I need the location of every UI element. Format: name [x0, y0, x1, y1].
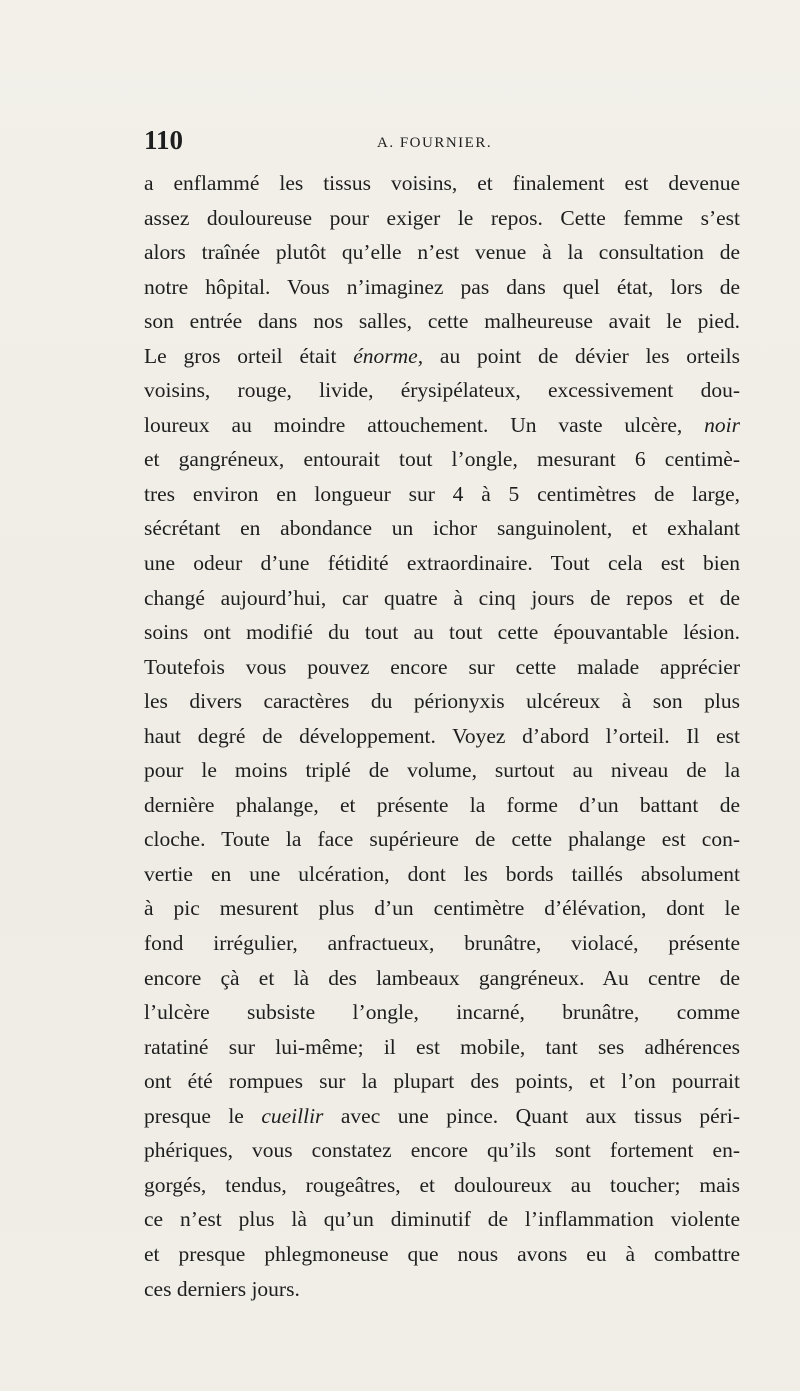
text-line: presque le cueillir avec une pince. Quant aux tissus péri-	[144, 1103, 740, 1128]
text-line: cloche. Toute la face supérieure de cette phalange est con-	[144, 827, 740, 852]
italic-word: noir	[704, 412, 740, 437]
text-line: ont été rompues sur la plupart des points, et l’on pourrait	[144, 1069, 740, 1094]
text-line: loureux au moindre attouchement. Un vaste ulcère, noir	[144, 412, 740, 437]
text-line: une odeur d’une fétidité extraordinaire. Tout cela est bien	[144, 551, 740, 576]
text-line: haut degré de développement. Voyez d’abord l’orteil. Il est	[144, 723, 740, 748]
text-line: vertie en une ulcération, dont les bords taillés absolument	[144, 861, 740, 886]
running-head: A. FOURNIER.	[377, 135, 493, 151]
text-line: son entrée dans nos salles, cette malheureuse avait le pied.	[144, 309, 740, 334]
text-line: l’ulcère subsiste l’ongle, incarné, brunâtre, comme	[144, 1000, 740, 1025]
body-paragraph	[144, 166, 740, 1306]
text-line: voisins, rouge, livide, érysipélateux, excessivement dou-	[144, 378, 740, 403]
text-line: ratatiné sur lui-même; il est mobile, tant ses adhérences	[144, 1034, 740, 1059]
text-line: a enflammé les tissus voisins, et finalement est devenue	[144, 171, 740, 195]
text-line: encore çà et là des lambeaux gangréneux. Au centre de	[144, 965, 740, 990]
italic-word: énorme,	[353, 343, 424, 368]
text-line: alors traînée plutôt qu’elle n’est venue à la consultation de	[144, 240, 740, 265]
page-header	[144, 125, 744, 161]
text-line: dernière phalange, et présente la forme d’un battant de	[144, 792, 740, 817]
text-line: ce n’est plus là qu’un diminutif de l’inflammation violente	[144, 1207, 740, 1232]
text-line: les divers caractères du périonyxis ulcéreux à son plus	[144, 689, 740, 714]
text-line: tres environ en longueur sur 4 à 5 centimètres de large,	[144, 481, 740, 506]
text-line: Le gros orteil était énorme, au point de dévier les orteils	[144, 343, 740, 368]
text-line: à pic mesurent plus d’un centimètre d’élévation, dont le	[144, 896, 740, 921]
text-line: ces derniers jours.	[144, 1276, 300, 1301]
text-line: phériques, vous constatez encore qu’ils sont fortement en-	[144, 1138, 740, 1163]
text-line: et gangréneux, entourait tout l’ongle, mesurant 6 centimè-	[144, 447, 740, 472]
text-line: Toutefois vous pouvez encore sur cette malade apprécier	[144, 654, 740, 679]
text-line: et presque phlegmoneuse que nous avons eu à combattre	[144, 1241, 740, 1266]
text-line: changé aujourd’hui, car quatre à cinq jours de repos et de	[144, 585, 740, 610]
text-line: assez douloureuse pour exiger le repos. Cette femme s’est	[144, 205, 740, 230]
text-line: fond irrégulier, anfractueux, brunâtre, violacé, présente	[144, 931, 740, 956]
text-line: soins ont modifié du tout au tout cette épouvantable lésion.	[144, 620, 740, 645]
italic-word: cueillir	[261, 1103, 324, 1128]
text-line: sécrétant en abondance un ichor sanguinolent, et exhalant	[144, 516, 740, 541]
page-number: 110	[144, 125, 184, 155]
text-line: notre hôpital. Vous n’imaginez pas dans quel état, lors de	[144, 274, 740, 299]
text-line: pour le moins triplé de volume, surtout au niveau de la	[144, 758, 740, 783]
text-line: gorgés, tendus, rougeâtres, et douloureux au toucher; mais	[144, 1172, 740, 1197]
